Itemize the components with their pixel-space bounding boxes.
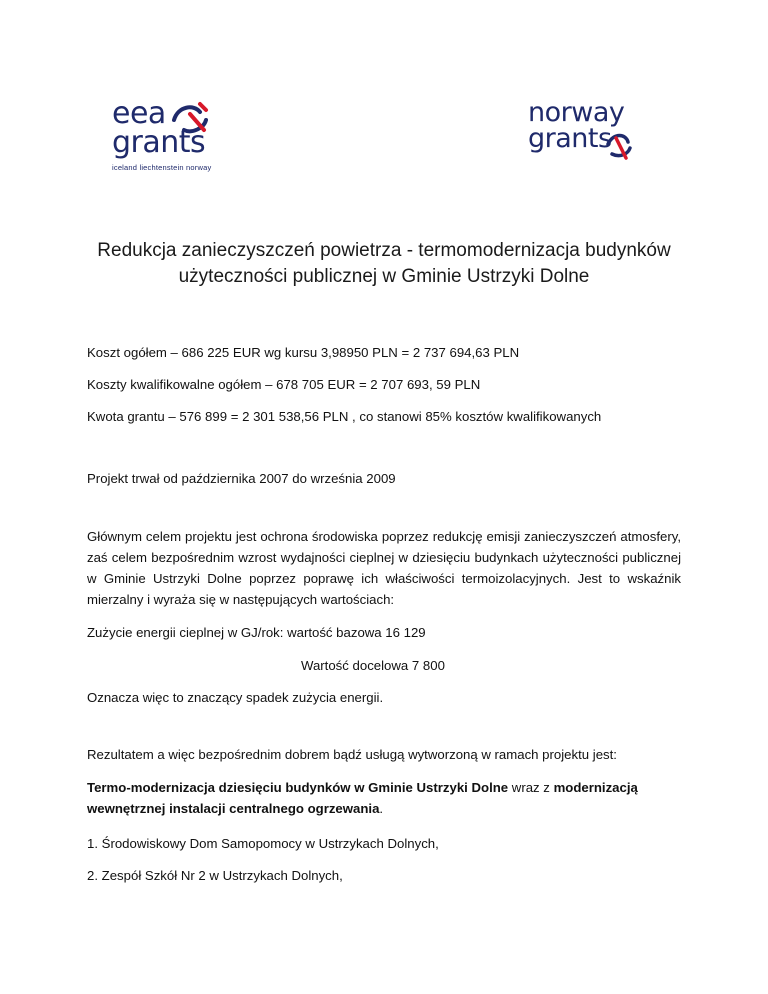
eea-logo-tagline: iceland liechtenstein norway (112, 163, 212, 172)
eea-logo-line1: eea (112, 96, 166, 131)
result-bold-2: modernizacją wewnętrznej instalacji centralnego ogrzewania (87, 780, 638, 816)
title-line-1: Redukcja zanieczyszczeń powietrza - termomodernizacja budynków (97, 240, 671, 261)
indicator-target: Wartość docelowa 7 800 (301, 658, 445, 673)
indicator-baseline: Zużycie energii cieplnej w GJ/rok: wartość bazowa 16 129 (87, 625, 426, 640)
result-description (87, 777, 681, 819)
indicator-conclusion: Oznacza więc to znaczący spadek zużycia energii. (87, 690, 384, 705)
norway-swirl-icon (604, 128, 634, 162)
cost-eligible: Koszty kwalifikowalne ogółem – 678 705 EUR = 2 707 693, 59 PLN (87, 377, 481, 392)
result-bold-1: Termo-modernizacja dziesięciu budynków w Gminie Ustrzyki Dolne (87, 780, 509, 795)
building-item: 2. Zespół Szkół Nr 2 w Ustrzykach Dolnych, (87, 868, 343, 883)
result-plain-2: . (379, 801, 384, 816)
cost-total: Koszt ogółem – 686 225 EUR wg kursu 3,98950 PLN = 2 737 694,63 PLN (87, 345, 520, 360)
eea-swirl-icon (170, 100, 210, 138)
result-plain-1: wraz z (508, 780, 554, 795)
logos-header (0, 0, 768, 190)
building-item: 1. Środowiskowy Dom Samopomocy w Ustrzykach Dolnych, (87, 836, 439, 851)
project-duration: Projekt trwał od października 2007 do września 2009 (87, 471, 396, 486)
norway-logo-line2: grants (528, 122, 612, 154)
eea-logo-line2: grants (112, 124, 206, 160)
result-intro: Rezultatem a więc bezpośrednim dobrem bądź usługą wytworzoną w ramach projektu jest: (87, 747, 617, 762)
grant-amount: Kwota grantu – 576 899 = 2 301 538,56 PLN , co stanowi 85% kosztów kwalifikowanych (87, 409, 602, 424)
norway-logo-line1: norway (528, 97, 625, 128)
eea-grants-logo (112, 96, 232, 180)
document-title (60, 238, 708, 290)
norway-grants-logo (528, 97, 638, 164)
title-line-2: użyteczności publicznej w Gminie Ustrzyki Dolne (178, 266, 590, 287)
project-goal: Głównym celem projektu jest ochrona środowiska poprzez redukcję emisji zanieczyszczeń atmosfery, zaś celem bezpośrednim wzrost wydajności cieplnej w dziesięciu budynkach użyteczności publicznej w Gminie Ustrzyki Dolne poprzez poprawę ich właściwości termoizolacyjnych. Jest to wskaźnik mierzalny i wyraża się w następujących wartościach: (87, 529, 681, 607)
